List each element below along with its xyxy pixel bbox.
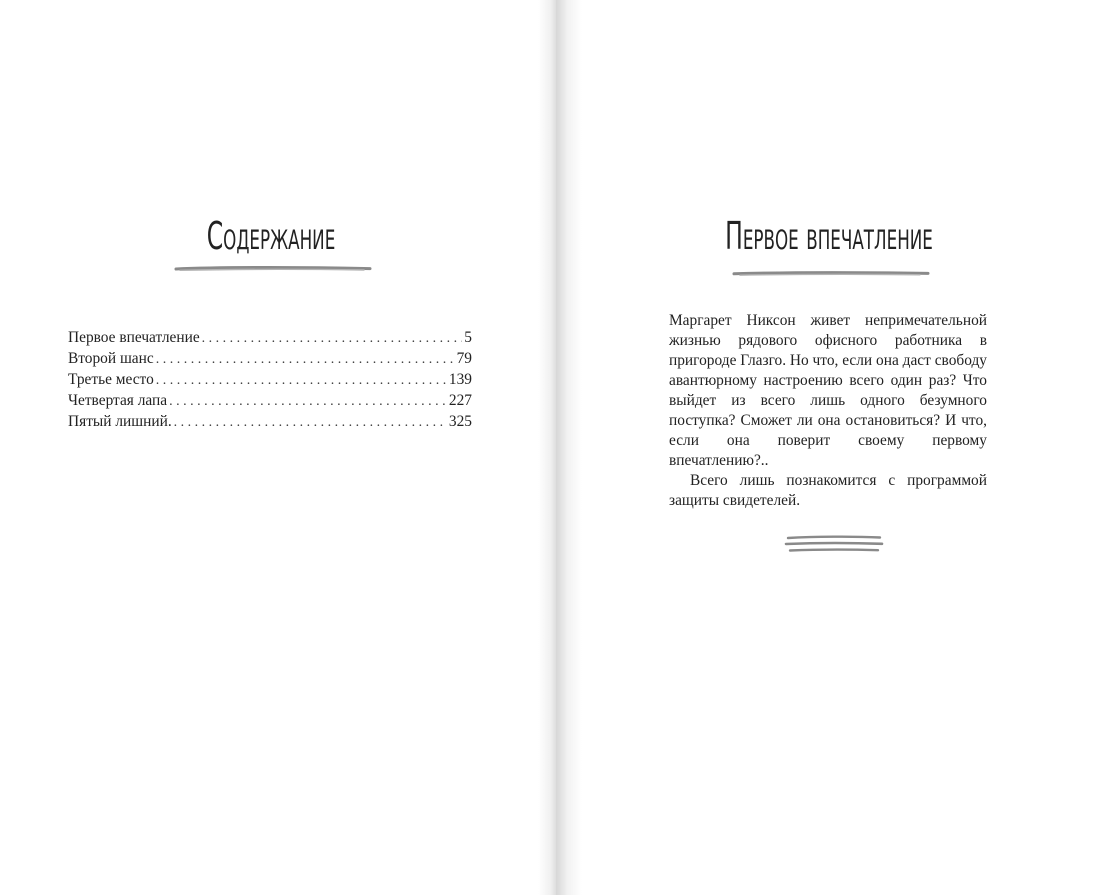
- synopsis-paragraph: Маргарет Никсон живет непримечательной жизнью рядового офисного работника в пригороде Глазго. Но что, если она даст свободу авантюрному настроению всего один раз? Что выйдет из всего лишь одного безумного поступка? Сможет ли она остановиться? И что, если она поверит своему первому впечатлению?..: [669, 312, 987, 469]
- toc-entry-page: 227: [448, 392, 472, 409]
- toc-leader-dots: [202, 329, 463, 349]
- toc-entry-title: Четвертая лапа: [68, 392, 168, 409]
- toc-entry[interactable]: [68, 412, 472, 433]
- toc-entry[interactable]: [68, 349, 472, 370]
- toc-entry-title: Третье место: [68, 371, 154, 388]
- heading-underline-stroke: [174, 264, 372, 274]
- left-page: [0, 0, 556, 895]
- toc-entry-title: Первое впечатление: [68, 329, 200, 346]
- toc-entry-page: 325: [448, 413, 472, 430]
- gutter-shadow: [556, 0, 582, 895]
- toc-entry-page: 5: [464, 329, 472, 346]
- synopsis-paragraph: Всего лишь познакомится с программой защиты свидетелей.: [669, 472, 987, 509]
- chapter-synopsis: [669, 311, 987, 511]
- gutter-shadow: [538, 0, 556, 895]
- divider-ornament-icon: [784, 533, 884, 557]
- toc-leader-dots: [174, 413, 447, 433]
- toc-leader-dots: [156, 371, 447, 391]
- toc-entry[interactable]: [68, 370, 472, 391]
- chapter-heading: Первое впечатление: [725, 214, 933, 258]
- table-of-contents: [68, 328, 472, 433]
- toc-entry-page: 79: [456, 350, 472, 367]
- toc-entry[interactable]: [68, 328, 472, 349]
- toc-entry-title: Второй шанс: [68, 350, 154, 367]
- toc-entry-title: Пятый лишний.: [68, 413, 172, 430]
- toc-entry[interactable]: [68, 391, 472, 412]
- toc-entry-page: 139: [448, 371, 472, 388]
- toc-leader-dots: [156, 350, 455, 370]
- toc-leader-dots: [169, 392, 447, 412]
- toc-heading: Содержание: [206, 214, 336, 258]
- heading-underline-stroke: [732, 269, 930, 279]
- right-page: [556, 0, 1114, 895]
